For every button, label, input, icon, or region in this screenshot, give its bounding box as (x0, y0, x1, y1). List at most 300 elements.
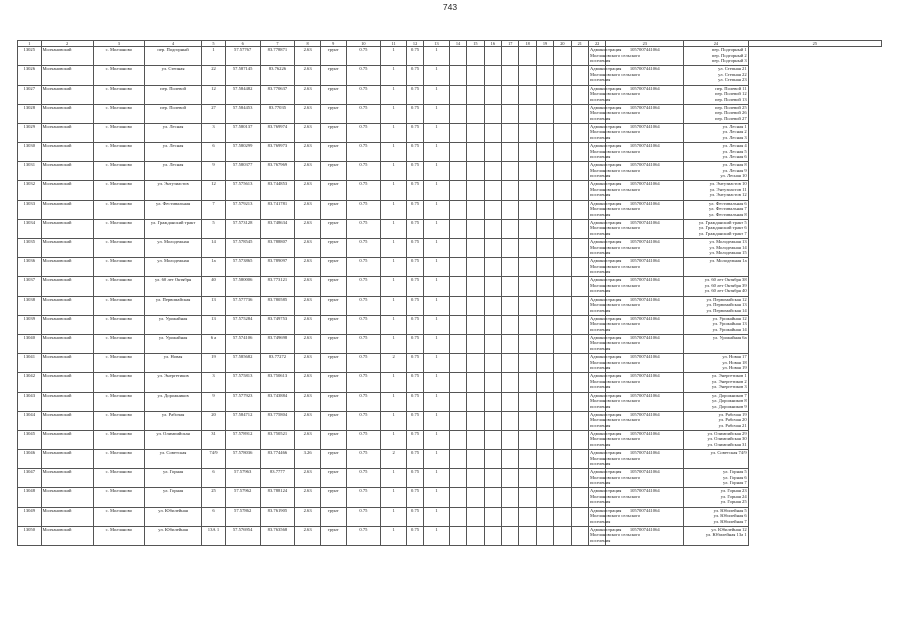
empty-cell (484, 411, 501, 430)
empty-cell (571, 66, 588, 85)
longitude-cell: 83.778871 (260, 47, 295, 66)
served-address: ул. Рабочая 21 (718, 422, 747, 428)
empty-cell (449, 430, 466, 449)
empty-cell (554, 411, 571, 430)
row-id: 13037 (18, 277, 42, 296)
served-address: ул. Степная 23 (718, 77, 747, 83)
depth-cell: 2.63 (295, 143, 321, 162)
column-number: 5 (202, 41, 226, 47)
organization-line: поселения (589, 211, 611, 217)
locality-cell: с. Молчаново (93, 373, 144, 392)
empty-cell (467, 258, 484, 277)
longitude-cell: 83.788807 (260, 239, 295, 258)
organization-line: поселения (589, 288, 611, 294)
count2-cell: 1 (424, 258, 450, 277)
empty-cell (536, 392, 553, 411)
organization-cell (588, 526, 641, 545)
house-number-cell: 40 (202, 277, 226, 296)
locality-cell: с. Молчаново (93, 488, 144, 507)
empty-cell (571, 258, 588, 277)
row-id: 13031 (18, 162, 42, 181)
served-addresses-cell (684, 162, 748, 181)
empty-cell (554, 181, 571, 200)
volume-cell: 0.75 (346, 469, 381, 488)
district-cell: Молчановский (41, 392, 93, 411)
organization-cell (588, 392, 641, 411)
depth-cell: 2.63 (295, 162, 321, 181)
district-cell: Молчановский (41, 373, 93, 392)
served-address: ул. Гражданский тракт 7 (698, 230, 747, 236)
empty-cell (571, 334, 588, 353)
house-number-cell: 12 (202, 181, 226, 200)
count2-cell: 1 (424, 239, 450, 258)
locality-cell: с. Молчаново (93, 277, 144, 296)
count2-cell: 1 (424, 181, 450, 200)
organization-cell (588, 123, 641, 142)
served-address: ул. Гражданский тракт 5 (698, 219, 747, 225)
district-cell: Молчановский (41, 85, 93, 104)
table-row (18, 354, 882, 373)
volume-cell: 0.75 (346, 507, 381, 526)
served-addresses-cell (684, 66, 748, 85)
street-cell: ул. Урожайная (144, 334, 201, 353)
organization-line: поселения (589, 326, 611, 332)
depth-cell: 2.63 (295, 296, 321, 315)
latitude-cell: 57.57862 (225, 507, 260, 526)
organization-cell (588, 507, 641, 526)
empty-cell (536, 488, 553, 507)
row-id: 13048 (18, 488, 42, 507)
ogrn-cell: 1057007441064 (606, 162, 684, 181)
table-row (18, 66, 882, 85)
served-address: ул. Лесная 8 (722, 162, 747, 168)
organization-line: Молчановского сельского (589, 493, 641, 499)
empty-cell (536, 334, 553, 353)
empty-cell (519, 123, 536, 142)
depth-cell: 2.63 (295, 430, 321, 449)
empty-cell (502, 411, 519, 430)
empty-cell (484, 526, 501, 545)
area-cell: 0.75 (406, 392, 423, 411)
table-row (18, 200, 882, 219)
table-row (18, 488, 882, 507)
empty-cell (554, 296, 571, 315)
served-addresses-cell (684, 430, 748, 449)
empty-cell (449, 200, 466, 219)
served-address: ул. Советская 74/9 (710, 450, 747, 456)
empty-cell (536, 411, 553, 430)
served-addresses-cell (684, 334, 748, 353)
organization-line: Молчановского сельского (589, 167, 641, 173)
empty-cell (502, 334, 519, 353)
latitude-cell: 57.57962 (225, 488, 260, 507)
organization-line: Администрация (589, 258, 622, 264)
count-cell: 1 (381, 104, 407, 123)
organization-line: поселения (589, 365, 611, 371)
row-id: 13034 (18, 219, 42, 238)
base-cell: грунт (320, 277, 346, 296)
house-number-cell: 13А 1 (202, 526, 226, 545)
served-address: ул. Лесная 6 (722, 154, 747, 160)
organization-line: Администрация (589, 526, 622, 532)
longitude-cell: 83.773121 (260, 277, 295, 296)
longitude-cell: 83.76226 (260, 66, 295, 85)
empty-cell (536, 315, 553, 334)
empty-cell (502, 507, 519, 526)
latitude-cell: 57.574106 (225, 334, 260, 353)
depth-cell: 2.63 (295, 469, 321, 488)
longitude-cell: 83.7777 (260, 469, 295, 488)
empty-cell (467, 162, 484, 181)
column-number: 3 (93, 41, 144, 47)
empty-cell (536, 143, 553, 162)
ogrn-cell: 1057007441064 (606, 66, 684, 85)
row-id: 13038 (18, 296, 42, 315)
organization-line: Администрация (589, 85, 622, 91)
empty-cell (484, 488, 501, 507)
table-row (18, 334, 882, 353)
served-address: ул. Юбилейная 7 (713, 518, 747, 524)
row-id: 13030 (18, 143, 42, 162)
count2-cell: 1 (424, 143, 450, 162)
served-address: ул. Урожайная 14 (712, 326, 747, 332)
organization-line: Молчановского сельского (589, 532, 641, 538)
organization-line: поселения (589, 384, 611, 390)
served-address: ул. 60 лет Октября 39 (704, 282, 747, 288)
volume-cell: 0.75 (346, 430, 381, 449)
locality-cell: с. Молчаново (93, 354, 144, 373)
ogrn-cell: 1057007441064 (606, 354, 684, 373)
empty-cell (502, 258, 519, 277)
served-address: ул. Энергетиков 1 (711, 373, 747, 379)
base-cell: грунт (320, 162, 346, 181)
area-cell: 0.75 (406, 315, 423, 334)
empty-cell (554, 430, 571, 449)
volume-cell: 0.75 (346, 450, 381, 469)
area-cell: 0.75 (406, 277, 423, 296)
count2-cell: 1 (424, 162, 450, 181)
longitude-cell: 83.789097 (260, 258, 295, 277)
longitude-cell: 83.788124 (260, 488, 295, 507)
empty-cell (467, 469, 484, 488)
empty-cell (554, 162, 571, 181)
served-addresses-cell (684, 181, 748, 200)
empty-cell (484, 162, 501, 181)
house-number-cell: 1 (202, 47, 226, 66)
organization-cell (588, 66, 641, 85)
organization-line: Администрация (589, 123, 622, 129)
base-cell: грунт (320, 526, 346, 545)
organization-line: поселения (589, 441, 611, 447)
organization-cell (588, 450, 641, 469)
area-cell: 0.75 (406, 334, 423, 353)
area-cell: 0.75 (406, 526, 423, 545)
empty-cell (519, 277, 536, 296)
organization-cell (588, 200, 641, 219)
organization-line: поселения (589, 58, 611, 64)
depth-cell: 2.63 (295, 526, 321, 545)
served-address: ул. Лесная 10 (720, 173, 747, 179)
organization-cell (588, 143, 641, 162)
longitude-cell: 83.767969 (260, 162, 295, 181)
locality-cell: с. Молчаново (93, 507, 144, 526)
served-addresses-cell (684, 507, 748, 526)
volume-cell: 0.75 (346, 354, 381, 373)
empty-cell (449, 258, 466, 277)
served-address: ул. Новая 19 (722, 365, 747, 371)
house-number-cell: 1а (202, 258, 226, 277)
empty-cell (467, 143, 484, 162)
organization-line: поселения (589, 403, 611, 409)
area-cell: 0.75 (406, 296, 423, 315)
organization-line: поселения (589, 115, 611, 121)
house-number-cell: 22 (202, 66, 226, 85)
row-id: 13050 (18, 526, 42, 545)
count2-cell: 1 (424, 334, 450, 353)
table-row (18, 296, 882, 315)
empty-cell (449, 296, 466, 315)
organization-line: поселения (589, 269, 611, 275)
empty-cell (536, 123, 553, 142)
street-cell: ул. Степная (144, 66, 201, 85)
base-cell: грунт (320, 334, 346, 353)
volume-cell: 0.75 (346, 85, 381, 104)
empty-cell (502, 296, 519, 315)
organization-line: Молчановского сельского (589, 148, 641, 154)
longitude-cell: 83.769973 (260, 143, 295, 162)
organization-line: Администрация (589, 143, 622, 149)
empty-cell (571, 85, 588, 104)
organization-line: поселения (589, 192, 611, 198)
count2-cell: 1 (424, 450, 450, 469)
served-address: ул. Горная 6 (723, 474, 747, 480)
served-address: пер. Подгорный 1 (711, 47, 747, 53)
house-number-cell: 7 (202, 200, 226, 219)
count2-cell: 1 (424, 123, 450, 142)
served-address: ул. Первомайская 14 (706, 307, 747, 313)
depth-cell: 2.63 (295, 315, 321, 334)
count-cell: 1 (381, 334, 407, 353)
base-cell: грунт (320, 200, 346, 219)
organization-line: Молчановского сельского (589, 244, 641, 250)
ogrn-cell: 1057007441064 (606, 200, 684, 219)
empty-cell (536, 373, 553, 392)
empty-cell (484, 123, 501, 142)
served-address: ул. Рабочая 20 (718, 417, 747, 423)
empty-cell (571, 450, 588, 469)
ogrn-cell: 1057007441064 (606, 526, 684, 545)
count-cell: 1 (381, 123, 407, 142)
longitude-cell: 83.770637 (260, 85, 295, 104)
volume-cell: 0.75 (346, 277, 381, 296)
locality-cell: с. Молчаново (93, 239, 144, 258)
served-addresses-cell (684, 277, 748, 296)
empty-cell (449, 66, 466, 85)
street-cell: ул. Юбилейная (144, 507, 201, 526)
depth-cell: 2.63 (295, 411, 321, 430)
organization-line: Молчановского сельского (589, 206, 641, 212)
column-number: 15 (467, 41, 484, 47)
empty-cell (449, 219, 466, 238)
latitude-cell: 57.576954 (225, 526, 260, 545)
organization-cell (588, 162, 641, 181)
empty-cell (449, 411, 466, 430)
base-cell: грунт (320, 104, 346, 123)
organization-line: Администрация (589, 104, 622, 110)
ogrn-cell: 1057007441064 (606, 47, 684, 66)
organization-line: поселения (589, 518, 611, 524)
street-cell: ул. Урожайная (144, 315, 201, 334)
table-row (18, 277, 882, 296)
empty-cell (502, 315, 519, 334)
locality-cell: с. Молчаново (93, 162, 144, 181)
table-row (18, 85, 882, 104)
served-address: ул. Лесная 2 (722, 129, 747, 135)
column-number: 17 (502, 41, 519, 47)
count-cell: 1 (381, 392, 407, 411)
organization-line: Молчановского сельского (589, 398, 641, 404)
empty-cell (536, 526, 553, 545)
served-address: ул. Новая 18 (722, 359, 747, 365)
organization-line: Молчановского сельского (589, 91, 641, 97)
empty-cell (536, 507, 553, 526)
ogrn-cell: 1057007441064 (606, 430, 684, 449)
latitude-cell: 57.587145 (225, 66, 260, 85)
empty-cell (536, 258, 553, 277)
street-cell: ул. Молодежная (144, 239, 201, 258)
volume-cell: 0.75 (346, 392, 381, 411)
street-cell: ул. Юбилейная (144, 526, 201, 545)
street-cell: ул. Горная (144, 469, 201, 488)
depth-cell: 2.63 (295, 277, 321, 296)
street-cell: пер. Полевой (144, 85, 201, 104)
empty-cell (571, 143, 588, 162)
house-number-cell: 9 (202, 392, 226, 411)
count2-cell: 1 (424, 392, 450, 411)
locality-cell: с. Молчаново (93, 143, 144, 162)
empty-cell (484, 181, 501, 200)
served-address: ул. Урожайная 12 (712, 315, 747, 321)
base-cell: грунт (320, 507, 346, 526)
latitude-cell: 57.57767 (225, 47, 260, 66)
empty-cell (502, 200, 519, 219)
base-cell: грунт (320, 430, 346, 449)
organization-line: Администрация (589, 430, 622, 436)
count2-cell: 1 (424, 104, 450, 123)
empty-cell (484, 354, 501, 373)
street-cell: ул. Энергетиков (144, 373, 201, 392)
organization-line: Молчановского сельского (589, 129, 641, 135)
served-address: ул. Первомайская 13 (706, 302, 747, 308)
empty-cell (502, 162, 519, 181)
empty-cell (502, 526, 519, 545)
base-cell: грунт (320, 123, 346, 142)
empty-cell (449, 450, 466, 469)
empty-cell (484, 200, 501, 219)
district-cell: Молчановский (41, 123, 93, 142)
volume-cell: 0.75 (346, 162, 381, 181)
empty-cell (554, 85, 571, 104)
column-number: 25 (748, 41, 881, 47)
served-addresses-cell (684, 143, 748, 162)
row-id: 13049 (18, 507, 42, 526)
count-cell: 1 (381, 258, 407, 277)
organization-line: поселения (589, 345, 611, 351)
ogrn-cell: 1057007441064 (606, 277, 684, 296)
registry-table (17, 40, 882, 546)
served-addresses-cell (684, 488, 748, 507)
organization-cell (588, 239, 641, 258)
empty-cell (571, 430, 588, 449)
empty-cell (536, 430, 553, 449)
empty-cell (519, 258, 536, 277)
empty-cell (484, 507, 501, 526)
base-cell: грунт (320, 411, 346, 430)
served-addresses-cell (684, 526, 748, 545)
empty-cell (484, 392, 501, 411)
area-cell: 0.75 (406, 488, 423, 507)
area-cell: 0.75 (406, 258, 423, 277)
longitude-cell: 83.750613 (260, 373, 295, 392)
served-address: ул. Молодежная 13 (709, 239, 747, 245)
volume-cell: 0.75 (346, 66, 381, 85)
area-cell: 0.75 (406, 162, 423, 181)
empty-cell (554, 450, 571, 469)
table-row (18, 181, 882, 200)
latitude-cell: 57.573865 (225, 258, 260, 277)
volume-cell: 0.75 (346, 219, 381, 238)
organization-line: Администрация (589, 392, 622, 398)
depth-cell: 2.63 (295, 181, 321, 200)
organization-cell (588, 296, 641, 315)
district-cell: Молчановский (41, 181, 93, 200)
area-cell: 0.75 (406, 181, 423, 200)
locality-cell: с. Молчаново (93, 200, 144, 219)
served-address: ул. Урожайная 6а (712, 334, 747, 340)
ogrn-cell: 1057007441064 (606, 219, 684, 238)
empty-cell (554, 526, 571, 545)
row-id: 13040 (18, 334, 42, 353)
organization-cell (588, 411, 641, 430)
empty-cell (519, 373, 536, 392)
empty-cell (467, 47, 484, 66)
empty-cell (554, 258, 571, 277)
empty-cell (467, 315, 484, 334)
table-row (18, 507, 882, 526)
column-number: 4 (144, 41, 201, 47)
empty-cell (519, 85, 536, 104)
locality-cell: с. Молчаново (93, 47, 144, 66)
empty-cell (519, 200, 536, 219)
count-cell: 1 (381, 219, 407, 238)
latitude-cell: 57.580137 (225, 123, 260, 142)
street-cell: ул. Новая (144, 354, 201, 373)
street-cell: ул. Энтузиастов (144, 181, 201, 200)
count2-cell: 1 (424, 315, 450, 334)
served-addresses-cell (684, 239, 748, 258)
served-address: ул. Новая 17 (722, 354, 747, 360)
empty-cell (554, 469, 571, 488)
depth-cell: 2.63 (295, 104, 321, 123)
empty-cell (484, 258, 501, 277)
column-number: 12 (406, 41, 423, 47)
empty-cell (467, 507, 484, 526)
longitude-cell: 83.750521 (260, 430, 295, 449)
house-number-cell: 27 (202, 104, 226, 123)
empty-cell (554, 200, 571, 219)
served-address: ул. Лесная 9 (722, 167, 747, 173)
row-id: 13043 (18, 392, 42, 411)
